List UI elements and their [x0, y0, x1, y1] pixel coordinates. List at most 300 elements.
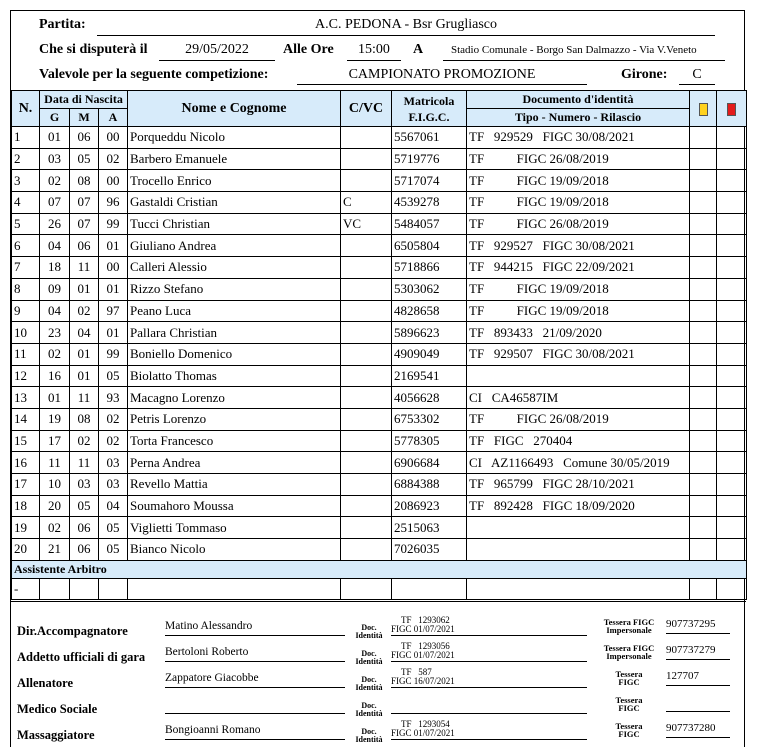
captain-mark: [341, 452, 392, 474]
matricola: 5567061: [392, 127, 467, 149]
birth-day: 02: [40, 517, 70, 539]
birth-day: 11: [40, 452, 70, 474]
captain-mark: [341, 322, 392, 344]
col-day: G: [40, 109, 70, 127]
red-card-cell: [717, 127, 747, 149]
matricola: 4909049: [392, 343, 467, 365]
player-number: 13: [12, 387, 40, 409]
player-name: Perna Andrea: [128, 452, 341, 474]
partita-label: Partita:: [39, 17, 86, 32]
time-label: Alle Ore: [283, 42, 334, 57]
birth-day: 18: [40, 257, 70, 279]
birth-day: 20: [40, 495, 70, 517]
matricola: 4056628: [392, 387, 467, 409]
id-document: TF FIGC 19/09/2018: [467, 170, 690, 192]
matricola: 4539278: [392, 192, 467, 214]
staff-tessera-label: [589, 644, 669, 660]
staff-name: Bongioanni Romano: [165, 724, 345, 740]
birth-year: 00: [99, 257, 128, 279]
table-row: [12, 517, 747, 539]
competition-value: CAMPIONATO PROMOZIONE: [348, 67, 536, 82]
matricola: 5484057: [392, 213, 467, 235]
id-document: TF 965799 FIGC 28/10/2021: [467, 474, 690, 496]
birth-day: 02: [40, 343, 70, 365]
matricola: 5718866: [392, 257, 467, 279]
player-number: 20: [12, 539, 40, 561]
player-number: 19: [12, 517, 40, 539]
competition-underline: [297, 84, 587, 85]
player-number: 14: [12, 408, 40, 430]
staff-doc-label-2: Identità: [355, 631, 383, 640]
col-document: Documento d'identità: [467, 91, 690, 109]
id-document: CI AZ1166493 Comune 30/05/2019: [467, 452, 690, 474]
matricola: 4828658: [392, 300, 467, 322]
staff-doc-line1: TF 587: [401, 667, 432, 677]
table-row: [12, 257, 747, 279]
yellow-card-cell: [690, 517, 717, 539]
staff-doc-line2: FIGC 16/07/2021: [391, 676, 455, 686]
place-value: Stadio Comunale - Borgo San Dalmazzo - Via V.Veneto: [451, 44, 697, 56]
birth-month: 11: [70, 257, 99, 279]
staff-tessera-label-2: Impersonale: [606, 651, 652, 661]
match-roster-sheet: [10, 10, 745, 747]
birth-month: 03: [70, 474, 99, 496]
girone-label: Girone:: [621, 67, 668, 82]
birth-day: 01: [40, 127, 70, 149]
id-document: TF 929507 FIGC 30/08/2021: [467, 343, 690, 365]
staff-tessera: 907737280: [666, 722, 730, 738]
birth-year: 02: [99, 408, 128, 430]
table-row: [12, 322, 747, 344]
yellow-card-icon: [699, 103, 708, 116]
table-row: [12, 474, 747, 496]
table-row: [12, 495, 747, 517]
birth-year: 02: [99, 148, 128, 170]
captain-mark: VC: [341, 213, 392, 235]
staff-document: [391, 668, 587, 688]
red-card-cell: [717, 192, 747, 214]
birth-year: 03: [99, 452, 128, 474]
birth-month: 02: [70, 300, 99, 322]
player-number: 8: [12, 278, 40, 300]
red-card-cell: [717, 495, 747, 517]
player-name: Revello Mattia: [128, 474, 341, 496]
matricola: 5896623: [392, 322, 467, 344]
player-name: Petris Lorenzo: [128, 408, 341, 430]
staff-tessera-label-1: Tessera FIGC: [603, 643, 655, 653]
captain-mark: [341, 300, 392, 322]
staff-role: Dir.Accompagnatore: [17, 624, 128, 638]
birth-year: 00: [99, 127, 128, 149]
player-name: Gastaldi Cristian: [128, 192, 341, 214]
player-name: Barbero Emanuele: [128, 148, 341, 170]
red-card-cell: [717, 408, 747, 430]
id-document: TF FIGC 19/09/2018: [467, 300, 690, 322]
birth-day: 07: [40, 192, 70, 214]
player-name: Calleri Alessio: [128, 257, 341, 279]
red-card-cell: [717, 365, 747, 387]
captain-mark: [341, 235, 392, 257]
table-row: [12, 278, 747, 300]
birth-month: 07: [70, 213, 99, 235]
captain-mark: C: [341, 192, 392, 214]
col-name: Nome e Cognome: [128, 91, 341, 127]
id-document: TF FIGC 26/08/2019: [467, 408, 690, 430]
staff-role: Medico Sociale: [17, 702, 98, 716]
staff-role: Allenatore: [17, 676, 74, 690]
red-card-cell: [717, 343, 747, 365]
player-number: 6: [12, 235, 40, 257]
captain-mark: [341, 257, 392, 279]
birth-month: 01: [70, 343, 99, 365]
yellow-card-cell: [690, 170, 717, 192]
red-card-cell: [717, 387, 747, 409]
matricola: 2515063: [392, 517, 467, 539]
player-name: Boniello Domenico: [128, 343, 341, 365]
player-name: Bianco Nicolo: [128, 539, 341, 561]
staff-tessera-label-2: Impersonale: [606, 625, 652, 635]
captain-mark: [341, 430, 392, 452]
captain-mark: [341, 408, 392, 430]
assistant-label: Assistente Arbitro: [12, 560, 747, 578]
staff-doc-label: [349, 676, 389, 692]
table-row: [12, 300, 747, 322]
matricola: 7026035: [392, 539, 467, 561]
birth-month: 06: [70, 235, 99, 257]
player-name: Pallara Christian: [128, 322, 341, 344]
captain-mark: [341, 539, 392, 561]
id-document: [467, 539, 690, 561]
yellow-card-cell: [690, 474, 717, 496]
birth-day: 09: [40, 278, 70, 300]
matricola: 2169541: [392, 365, 467, 387]
date-label: Che si disputerà il: [39, 42, 148, 57]
staff-doc-label-1: Doc.: [361, 727, 377, 736]
birth-year: 01: [99, 322, 128, 344]
yellow-card-cell: [690, 495, 717, 517]
red-card-cell: [717, 322, 747, 344]
staff-tessera-label: [589, 618, 669, 634]
staff-document: [391, 616, 587, 636]
player-name: Soumahoro Moussa: [128, 495, 341, 517]
table-row: [12, 148, 747, 170]
time-underline: [347, 60, 401, 61]
staff-doc-line2: FIGC 01/07/2021: [391, 728, 455, 738]
birth-year: 99: [99, 343, 128, 365]
red-card-cell: [717, 517, 747, 539]
staff-tessera-label-1: Tessera FIGC: [603, 617, 655, 627]
staff-tessera-label: [589, 670, 669, 686]
birth-day: 17: [40, 430, 70, 452]
birth-day: 26: [40, 213, 70, 235]
player-number: 3: [12, 170, 40, 192]
player-name: Biolatto Thomas: [128, 365, 341, 387]
birth-month: 06: [70, 517, 99, 539]
table-row: [12, 430, 747, 452]
matricola: 2086923: [392, 495, 467, 517]
player-name: Peano Luca: [128, 300, 341, 322]
birth-day: 10: [40, 474, 70, 496]
birth-month: 05: [70, 148, 99, 170]
staff-doc-label-2: Identità: [355, 657, 383, 666]
birth-day: 04: [40, 235, 70, 257]
yellow-card-cell: [690, 452, 717, 474]
staff-document: [391, 642, 587, 662]
col-yellow-card: [690, 91, 717, 127]
player-number: 15: [12, 430, 40, 452]
col-n: N.: [12, 91, 40, 127]
matricola: 5719776: [392, 148, 467, 170]
birth-year: 05: [99, 517, 128, 539]
staff-doc-label-1: Doc.: [361, 623, 377, 632]
yellow-card-cell: [690, 343, 717, 365]
red-card-cell: [717, 148, 747, 170]
staff-section: [11, 601, 746, 747]
player-number: 7: [12, 257, 40, 279]
staff-doc-line1: TF 1293054: [401, 719, 450, 729]
col-document-sub: Tipo - Numero - Rilascio: [467, 109, 690, 127]
birth-year: 05: [99, 539, 128, 561]
birth-year: 02: [99, 430, 128, 452]
staff-document: [391, 694, 587, 714]
table-row: [12, 408, 747, 430]
place-label: A: [413, 42, 424, 57]
col-red-card: [717, 91, 747, 127]
yellow-card-cell: [690, 257, 717, 279]
matricola: 6753302: [392, 408, 467, 430]
col-birth: Data di Nascita: [40, 91, 128, 109]
matricola: 5717074: [392, 170, 467, 192]
birth-month: 07: [70, 192, 99, 214]
yellow-card-cell: [690, 387, 717, 409]
player-number: 11: [12, 343, 40, 365]
table-row: [12, 213, 747, 235]
matricola: 6505804: [392, 235, 467, 257]
player-name: Tucci Christian: [128, 213, 341, 235]
girone-underline: [679, 84, 715, 85]
staff-doc-line1: TF 1293062: [401, 615, 450, 625]
col-cvc: C/VC: [341, 91, 392, 127]
col-matricola-line1: Matricola: [403, 93, 455, 108]
staff-document: [391, 720, 587, 740]
staff-tessera-label: [589, 722, 669, 738]
red-card-cell: [717, 539, 747, 561]
yellow-card-cell: [690, 365, 717, 387]
staff-tessera: [666, 696, 730, 712]
birth-day: 01: [40, 387, 70, 409]
red-card-cell: [717, 170, 747, 192]
yellow-card-cell: [690, 192, 717, 214]
birth-day: 19: [40, 408, 70, 430]
birth-month: 02: [70, 430, 99, 452]
red-card-cell: [717, 235, 747, 257]
staff-tessera: 907737279: [666, 644, 730, 660]
col-matricola-line2: F.I.G.C.: [408, 109, 450, 124]
staff-doc-label-2: Identità: [355, 735, 383, 744]
birth-month: 08: [70, 170, 99, 192]
player-number: 17: [12, 474, 40, 496]
partita-underline: [97, 35, 715, 36]
yellow-card-cell: [690, 213, 717, 235]
col-month: M: [70, 109, 99, 127]
player-name: Macagno Lorenzo: [128, 387, 341, 409]
birth-month: 06: [70, 127, 99, 149]
staff-role: Addetto ufficiali di gara: [17, 650, 146, 664]
red-card-cell: [717, 300, 747, 322]
staff-tessera-label-1: Tessera: [615, 721, 643, 731]
girone-value: C: [692, 67, 702, 82]
red-card-icon: [727, 103, 736, 116]
col-matricola: [392, 91, 467, 127]
captain-mark: [341, 148, 392, 170]
captain-mark: [341, 387, 392, 409]
table-row: [12, 365, 747, 387]
player-name: Trocello Enrico: [128, 170, 341, 192]
birth-year: 01: [99, 235, 128, 257]
time-value: 15:00: [358, 42, 390, 57]
birth-month: 11: [70, 387, 99, 409]
player-number: 10: [12, 322, 40, 344]
yellow-card-cell: [690, 430, 717, 452]
player-name: Torta Francesco: [128, 430, 341, 452]
staff-name: [165, 698, 345, 714]
staff-doc-label: [349, 624, 389, 640]
id-document: TF FIGC 19/09/2018: [467, 192, 690, 214]
staff-doc-label: [349, 650, 389, 666]
id-document: TF 944215 FIGC 22/09/2021: [467, 257, 690, 279]
birth-month: 06: [70, 539, 99, 561]
staff-doc-label: [349, 728, 389, 744]
birth-day: 23: [40, 322, 70, 344]
birth-year: 05: [99, 365, 128, 387]
birth-year: 00: [99, 170, 128, 192]
yellow-card-cell: [690, 322, 717, 344]
staff-tessera-label-2: FIGC: [618, 703, 640, 713]
staff-doc-label: [349, 702, 389, 718]
birth-year: 93: [99, 387, 128, 409]
id-document: [467, 365, 690, 387]
player-number: 2: [12, 148, 40, 170]
col-year: A: [99, 109, 128, 127]
staff-doc-line2: FIGC 01/07/2021: [391, 624, 455, 634]
matricola: 6884388: [392, 474, 467, 496]
staff-name: Bertoloni Roberto: [165, 646, 345, 662]
staff-tessera-label: [589, 696, 669, 712]
table-row: [12, 452, 747, 474]
staff-tessera-label-2: FIGC: [618, 729, 640, 739]
competition-label: Valevole per la seguente competizione:: [39, 67, 269, 82]
captain-mark: [341, 343, 392, 365]
partita-value: A.C. PEDONA - Bsr Grugliasco: [315, 17, 497, 32]
matricola: 6906684: [392, 452, 467, 474]
player-number: 16: [12, 452, 40, 474]
red-card-cell: [717, 213, 747, 235]
captain-mark: [341, 278, 392, 300]
id-document: [467, 517, 690, 539]
assistant-header-row: [12, 560, 747, 578]
table-row: [12, 170, 747, 192]
id-document: TF 929527 FIGC 30/08/2021: [467, 235, 690, 257]
red-card-cell: [717, 278, 747, 300]
birth-month: 04: [70, 322, 99, 344]
staff-doc-line2: FIGC 01/07/2021: [391, 650, 455, 660]
staff-tessera-label-1: Tessera: [615, 669, 643, 679]
id-document: TF FIGC 26/08/2019: [467, 148, 690, 170]
birth-year: 03: [99, 474, 128, 496]
staff-doc-label-2: Identità: [355, 709, 383, 718]
birth-year: 04: [99, 495, 128, 517]
staff-tessera-label-2: FIGC: [618, 677, 640, 687]
id-document: TF 892428 FIGC 18/09/2020: [467, 495, 690, 517]
table-row: [12, 343, 747, 365]
staff-role: Massaggiatore: [17, 728, 95, 742]
table-row: [12, 192, 747, 214]
table-row: [12, 387, 747, 409]
staff-doc-label-1: Doc.: [361, 701, 377, 710]
id-document: TF FIGC 26/08/2019: [467, 213, 690, 235]
staff-doc-label-1: Doc.: [361, 675, 377, 684]
birth-day: 21: [40, 539, 70, 561]
yellow-card-cell: [690, 408, 717, 430]
id-document: CI CA46587IM: [467, 387, 690, 409]
staff-doc-line1: TF 1293056: [401, 641, 450, 651]
birth-year: 99: [99, 213, 128, 235]
birth-month: 08: [70, 408, 99, 430]
captain-mark: [341, 365, 392, 387]
player-number: 12: [12, 365, 40, 387]
staff-doc-label-2: Identità: [355, 683, 383, 692]
yellow-card-cell: [690, 148, 717, 170]
id-document: TF FIGC 270404: [467, 430, 690, 452]
date-underline: [159, 60, 275, 61]
staff-tessera: 127707: [666, 670, 730, 686]
staff-doc-label-1: Doc.: [361, 649, 377, 658]
id-document: TF 893433 21/09/2020: [467, 322, 690, 344]
yellow-card-cell: [690, 127, 717, 149]
red-card-cell: [717, 430, 747, 452]
id-document: TF 929529 FIGC 30/08/2021: [467, 127, 690, 149]
birth-month: 11: [70, 452, 99, 474]
player-name: Rizzo Stefano: [128, 278, 341, 300]
matricola: 5778305: [392, 430, 467, 452]
yellow-card-cell: [690, 539, 717, 561]
red-card-cell: [717, 474, 747, 496]
birth-month: 01: [70, 278, 99, 300]
birth-day: 02: [40, 170, 70, 192]
place-underline: [443, 60, 725, 61]
players-body: [12, 127, 747, 561]
birth-day: 04: [40, 300, 70, 322]
player-name: Giuliano Andrea: [128, 235, 341, 257]
table-row: [12, 127, 747, 149]
birth-month: 01: [70, 365, 99, 387]
birth-year: 97: [99, 300, 128, 322]
yellow-card-cell: [690, 235, 717, 257]
staff-name: Zappatore Giacobbe: [165, 672, 345, 688]
player-number: 5: [12, 213, 40, 235]
player-name: Viglietti Tommaso: [128, 517, 341, 539]
birth-day: 16: [40, 365, 70, 387]
table-row: [12, 235, 747, 257]
staff-tessera: 907737295: [666, 618, 730, 634]
yellow-card-cell: [690, 278, 717, 300]
player-number: 18: [12, 495, 40, 517]
date-value: 29/05/2022: [185, 42, 249, 57]
birth-year: 96: [99, 192, 128, 214]
birth-year: 01: [99, 278, 128, 300]
yellow-card-cell: [690, 300, 717, 322]
player-number: 1: [12, 127, 40, 149]
